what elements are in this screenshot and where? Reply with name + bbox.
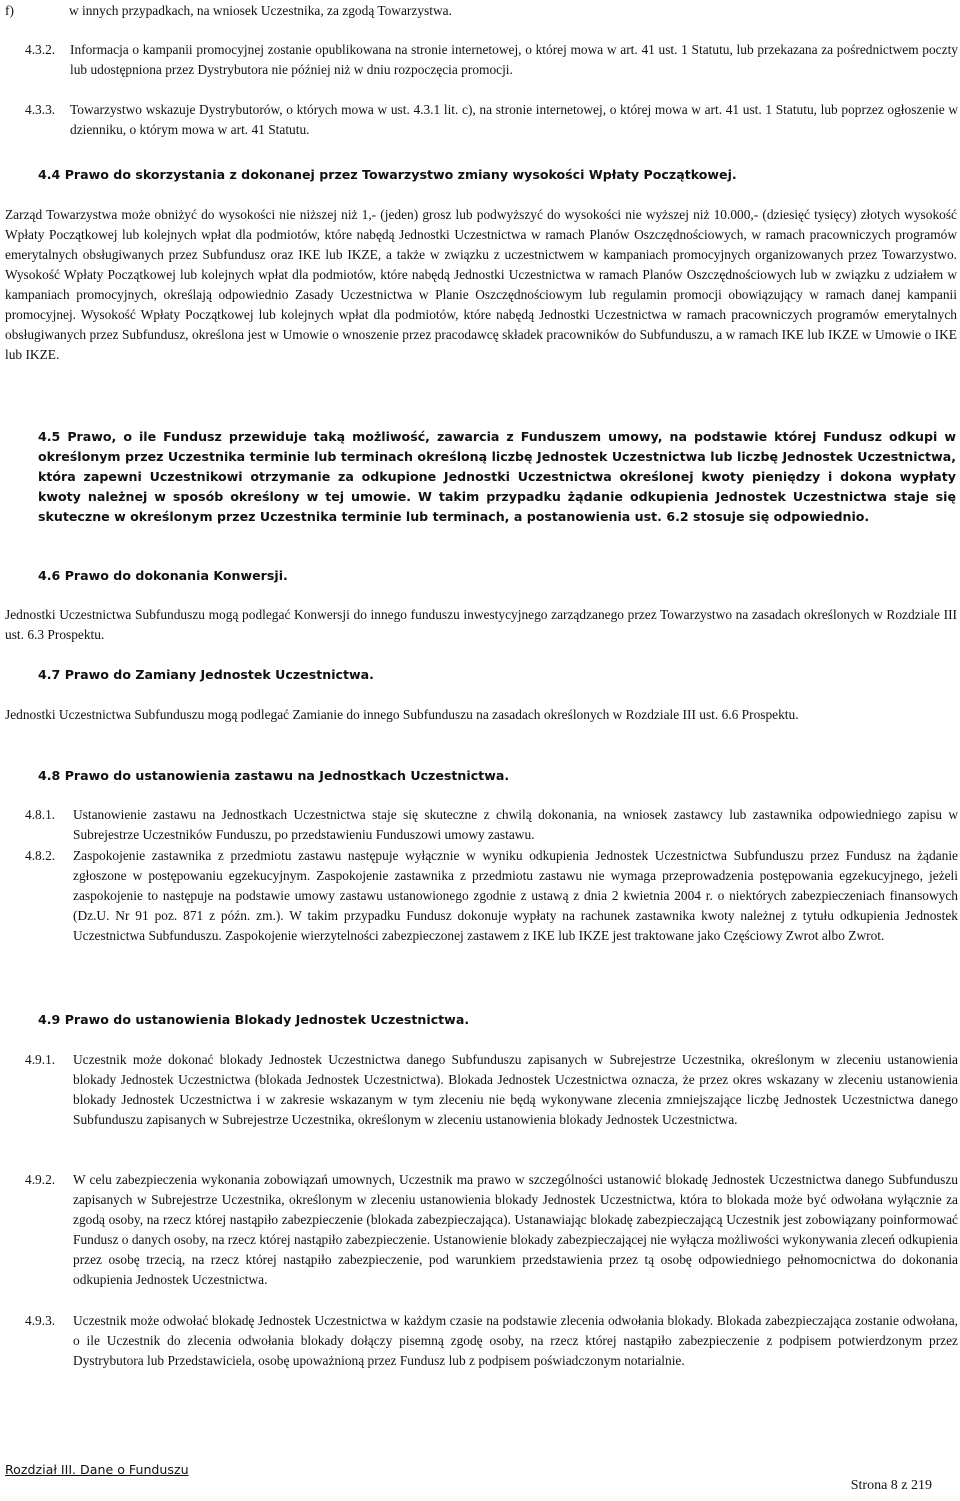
item-number: 4.3.3. xyxy=(25,102,56,117)
item-number: 4.8.2. xyxy=(25,848,56,863)
list-item-4-9-1 xyxy=(25,1050,958,1130)
section-4-5-bold-paragraph: 4.5 Prawo, o ile Fundusz przewiduje taką możliwość, zawarcia z Funduszem umowy, na podstawie której Fundusz odkupi w określonym przez Uczestnika terminie lub terminach określoną liczbę Jednostek Uczestnictwa lub liczbę Jednostek Uczestnictwa, która zapewni Uczestnikowi otrzymanie za odkupione Jednostki Uczestnictwa określonej kwoty pieniędzy i dokona wypłaty kwoty należnej w sposób określony w tej umowie. W takim przypadku żądanie odkupienia Jednostek Uczestnictwa staje się skuteczne w określonym przez Uczestnika terminie lub terminach, a postanowienia ust. 6.2 stosuje się odpowiednio. xyxy=(38,429,956,524)
section-heading-4-6: 4.6 Prawo do dokonania Konwersji. xyxy=(38,568,288,583)
item-text: Uczestnik może odwołać blokadę Jednostek Uczestnictwa w każdym czasie na podstawie zlecenia odwołania blokady. Blokada zabezpieczająca zostanie odwołana, o ile Uczestnik do zlecenia odwołania blokady dołączy pisemną zgodę osoby, na rzecz której nastąpiło zabezpieczenie z podpisem potwierdzonym przez Dystrybutora lub Przedstawiciela, osobę upoważnioną przez Fundusz lub z podpisem poświadczonym notarialnie. xyxy=(73,1313,958,1368)
item-number: 4.3.2. xyxy=(25,42,56,57)
section-body-4-4: Zarząd Towarzystwa może obniżyć do wysokości nie niższej niż 1,- (jeden) grosz lub podwyższyć do wysokości nie wyższej niż 10.000,- (dziesięć tysięcy) złotych wysokość Wpłaty Początkowej lub kolejnych wpłat dla podmiotów, które nabędą Jednostki Uczestnictwa w ramach Planów Oszczędnościowych, w ramach pracowniczych programów emerytalnych obsługiwanych przez Subfundusz oraz IKE lub IKZE, a także w związku z uczestnictwem w kampaniach promocyjnych organizowanych przez Towarzystwo. Wysokość Wpłaty Początkowej lub kolejnych wpłat dla podmiotów, które nabędą Jednostki Uczestnictwa w ramach Planów Oszczędnościowych lub w związku z udziałem w kampaniach promocyjnych, określają odpowiednio Zasady Uczestnictwa w Planie Oszczędnościowym lub regulamin promocji obowiązujący w ramach danej kampanii promocyjnej. Wysokość Wpłaty Początkowej lub kolejnych wpłat dla podmiotów, które nabędą Jednostki Uczestnictwa w ramach pracowniczych programów emerytalnych obsługiwanych przez Subfundusz, określona jest w Umowie o wnoszenie przez pracodawcę składek pracowników do Subfunduszu, a w ramach IKE lub IKZE w Umowie o IKE lub IKZE. xyxy=(5,207,957,362)
section-heading-4-4: 4.4 Prawo do skorzystania z dokonanej przez Towarzystwo zmiany wysokości Wpłaty Początkowej. xyxy=(38,167,737,182)
footer-page-number: Strona 8 z 219 xyxy=(850,1478,932,1493)
list-item-4-8-1 xyxy=(25,805,958,845)
section-heading-4-7: 4.7 Prawo do Zamiany Jednostek Uczestnictwa. xyxy=(38,667,374,682)
section-body-4-7: Jednostki Uczestnictwa Subfunduszu mogą podlegać Zamianie do innego Subfunduszu na zasadach określonych w Rozdziale III ust. 6.6 Prospektu. xyxy=(5,707,799,722)
list-item-4-3-3 xyxy=(25,100,958,140)
item-text: Ustanowienie zastawu na Jednostkach Uczestnictwa staje się skuteczne z chwilą dokonania, na wniosek zastawcy lub zastawnika odpowiedniego zapisu w Subrejestrze Uczestników Funduszu, po przedstawieniu Funduszowi umowy zastawu. xyxy=(73,807,958,842)
footer-chapter-title: Rozdział III. Dane o Funduszu xyxy=(5,1462,189,1477)
item-number: 4.9.1. xyxy=(25,1052,56,1067)
list-item-4-3-2 xyxy=(25,40,958,80)
item-number: 4.9.2. xyxy=(25,1172,56,1187)
item-text: Zaspokojenie zastawnika z przedmiotu zastawu następuje wyłącznie w wyniku odkupienia Jednostek Uczestnictwa Subfunduszu przez Fundusz na żądanie zgłoszone w postępowaniu egzekucyjnym. Zaspokojenie zastawnika z przedmiotu zastawu nie wymaga przeprowadzenia postępowania egzekucyjnego, jeżeli zaspokojenie to następuje na podstawie umowy zastawu ustanowionego zgodnie z ustawą z dnia 2 kwietnia 2004 r. o niektórych zabezpieczeniach finansowych (Dz.U. Nr 91 poz. 871 z późn. zm.). W takim przypadku Fundusz dokonuje wypłaty na rachunek zastawnika kwoty należnej z tytułu odkupienia Jednostek Uczestnictwa Subfunduszu. Zaspokojenie wierzytelności zabezpieczonej zastawem z IKE lub IKZE jest traktowane jako Częściowy Zwrot albo Zwrot. xyxy=(73,848,958,943)
list-item-4-9-3 xyxy=(25,1311,958,1371)
section-heading-4-8: 4.8 Prawo do ustanowienia zastawu na Jednostkach Uczestnictwa. xyxy=(38,768,510,783)
section-heading-4-9: 4.9 Prawo do ustanowienia Blokady Jednostek Uczestnictwa. xyxy=(38,1012,470,1027)
item-number: 4.9.3. xyxy=(25,1313,56,1328)
item-text: Informacja o kampanii promocyjnej zostanie opublikowana na stronie internetowej, o której mowa w art. 41 ust. 1 Statutu, lub przekazana za pośrednictwem poczty lub udostępniona przez Dystrybutora nie później niż w dniu rozpoczęcia promocji. xyxy=(70,42,958,77)
item-number: 4.8.1. xyxy=(25,807,56,822)
list-item-4-9-2 xyxy=(25,1170,958,1290)
list-item-4-8-2 xyxy=(25,846,958,946)
item-text: Uczestnik może dokonać blokady Jednostek Uczestnictwa danego Subfunduszu zapisanych w Subrejestrze Uczestnika, określonym w zleceniu ustanowienia blokady Jednostek Uczestnictwa (blokada Jednostek Uczestnictwa). Blokada Jednostek Uczestnictwa oznacza, że przez okres wskazany w zleceniu ustanowienia blokady Jednostek Uczestnictwa i w zakresie wskazanym w tym zleceniu nie będą wykonywane zlecenia zmniejszające liczbę Jednostek Uczestnictwa danego Subfunduszu zapisanych w Subrejestrze Uczestnika, określonym w zleceniu ustanowienia blokady Jednostek Uczestnictwa. xyxy=(73,1052,958,1127)
list-item-f xyxy=(5,1,955,21)
section-body-4-6: Jednostki Uczestnictwa Subfunduszu mogą podlegać Konwersji do innego funduszu inwestycyjnego zarządzanego przez Towarzystwo na zasadach określonych w Rozdziale III ust. 6.3 Prospektu. xyxy=(5,607,957,642)
item-text: Towarzystwo wskazuje Dystrybutorów, o których mowa w ust. 4.3.1 lit. c), na stronie internetowej, o której mowa w art. 41 ust. 1 Statutu, lub poprzez ogłoszenie w dzienniku, o którym mowa w art. 41 Statutu. xyxy=(70,102,958,137)
item-text: w innych przypadkach, na wniosek Uczestnika, za zgodą Towarzystwa. xyxy=(69,3,452,18)
item-text: W celu zabezpieczenia wykonania zobowiązań umownych, Uczestnik ma prawo w szczególności ustanowić blokadę Jednostek Uczestnictwa danego Subfunduszu zapisanych w Subrejestrze Uczestnika, określonym w zleceniu ustanowienia blokady Jednostek Uczestnictwa, która to blokada może być odwołana wyłącznie za zgodą osoby, na rzecz której nastąpiło zabezpieczenie (blokada zabezpieczająca). Ustanawiając blokadę zabezpieczającą Uczestnik jest zobowiązany poinformować Fundusz o danych osoby, na rzecz której nastąpiło zabezpieczenie. Ustanowienie blokady zabezpieczającej nie wyłącza możliwości wykonywania zleceń odkupienia przez osobę trzecią, na rzecz której nastąpiło zabezpieczenie, pod warunkiem przedstawienia przez tą osobę odpowiedniego pełnomocnictwa do dokonania odkupienia Jednostek Uczestnictwa. xyxy=(73,1172,958,1287)
item-number: f) xyxy=(5,3,14,18)
